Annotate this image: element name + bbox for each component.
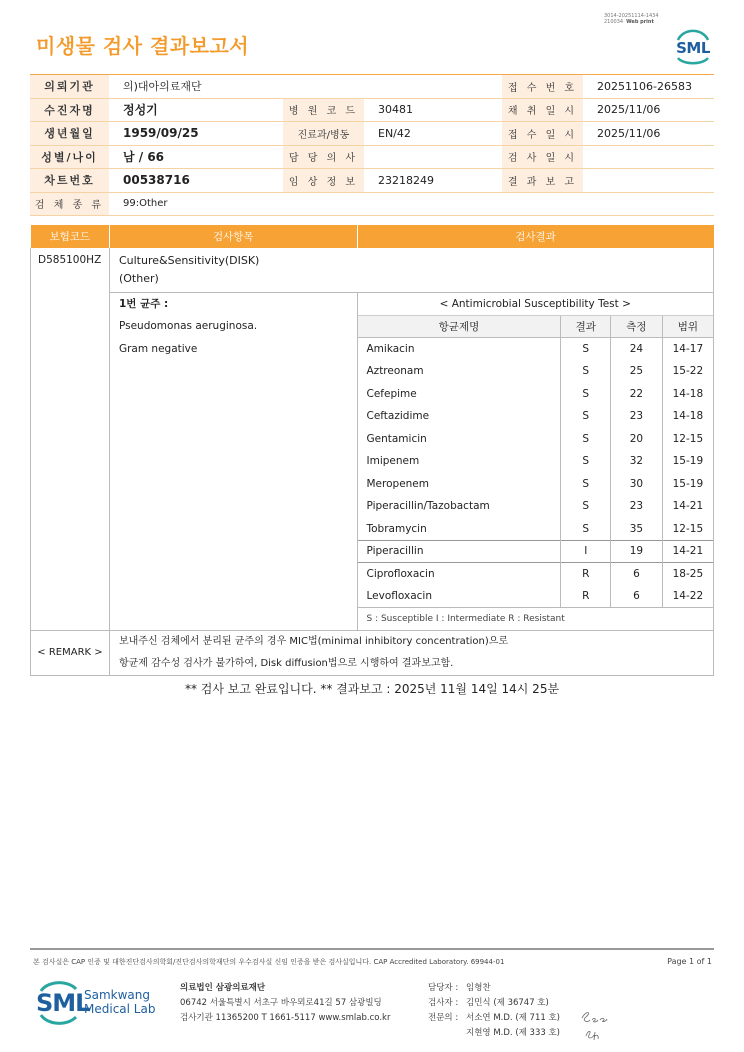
label-specimen-type: 검 체 종 류: [30, 192, 109, 216]
zone-measure: 23: [611, 405, 663, 428]
staff-name: 서소연 M.D. (제 711 호): [466, 1013, 561, 1023]
ast-row: [358, 585, 714, 608]
reference-range: 12-15: [662, 428, 713, 451]
logo-arc-bottom-icon: [672, 57, 714, 65]
reference-range: 18-25: [662, 563, 713, 586]
insurance-code: D585100HZ: [31, 248, 110, 630]
interpretation: I: [561, 540, 611, 563]
label-birth-date: 생년월일: [30, 122, 109, 146]
corporation-info: [180, 981, 390, 1026]
info-row: [30, 122, 714, 146]
samkwang-logo: [36, 981, 156, 1025]
reference-range: 12-15: [662, 518, 713, 541]
info-row: [30, 98, 714, 122]
ast-table: [358, 293, 714, 630]
interpretation: R: [561, 563, 611, 586]
value-collection-date: 2025/11/06: [583, 98, 714, 122]
reference-range: 14-18: [662, 383, 713, 406]
ast-row: [358, 563, 714, 586]
staff-role: 담당자 :: [428, 983, 459, 993]
staff-role: 검사자 :: [428, 998, 459, 1008]
staff-name: 김민식 (제 36747 호): [466, 998, 549, 1008]
test-item-row: [31, 248, 714, 292]
drug-name: Levofloxacin: [366, 590, 432, 602]
header-test-item: 검사항목: [109, 225, 357, 248]
accreditation-note: 본 검사실은 CAP 인증 및 대한진단검사의학회/진단검사의학재단의 우수검사실 신임 인증을 받은 검사실입니다. CAP Accredited Laboratory. 69944-01: [33, 958, 505, 966]
patient-info-table: [30, 74, 714, 216]
corporation-contact: 검사기관 11365200 T 1661-5117 www.smlab.co.kr: [180, 1013, 391, 1023]
corporation-address: 06742 서울특별시 서초구 바우뫼로41길 57 삼광빌딩: [180, 998, 382, 1008]
zone-measure: 20: [611, 428, 663, 451]
results-table: [30, 225, 714, 676]
document-code-line2: 210034: [604, 19, 624, 25]
value-clinical-info: 23218249: [364, 169, 502, 193]
zone-measure: 35: [611, 518, 663, 541]
staff-name: 지현영 M.D. (제 333 호): [466, 1028, 561, 1038]
ast-row: [358, 450, 714, 473]
document-code: [604, 13, 659, 25]
info-row: [30, 145, 714, 169]
zone-measure: 23: [611, 495, 663, 518]
remark-row: [31, 630, 714, 675]
drug-name: Ceftazidime: [366, 410, 430, 423]
test-item-line1: Culture&Sensitivity(DISK): [118, 254, 260, 267]
test-item-name: [109, 248, 713, 292]
label-sex-age: 성별/나이: [30, 145, 109, 169]
zone-measure: 6: [611, 585, 663, 608]
label-chart-number: 차트번호: [30, 169, 109, 193]
info-row: [30, 169, 714, 193]
interpretation: S: [561, 473, 611, 496]
ast-row: [358, 540, 714, 563]
interpretation: S: [561, 495, 611, 518]
ast-row: [358, 428, 714, 451]
web-print-label: Web print: [626, 19, 654, 25]
value-requesting-institution: 의)대아의료재단: [109, 75, 502, 99]
organism-info: [109, 292, 357, 630]
interpretation: S: [561, 450, 611, 473]
interpretation: S: [561, 405, 611, 428]
zone-measure: 19: [611, 540, 663, 563]
remark-line2: 항균제 감수성 검사가 불가하여, Disk diffusion법으로 시행하여 결과보고함.: [118, 657, 454, 669]
logo-name: [84, 988, 155, 1016]
value-chart-number: 00538716: [109, 169, 283, 193]
zone-measure: 30: [611, 473, 663, 496]
staff-row: [428, 996, 560, 1011]
reference-range: 14-21: [662, 540, 713, 563]
logo-name-line2: Medical Lab: [84, 1002, 156, 1016]
page-number: Page 1 of 1: [667, 957, 712, 966]
ast-legend: S : Susceptible I : Intermediate R : Resistant: [358, 608, 714, 630]
reference-range: 14-17: [662, 338, 713, 361]
ast-title: < Antimicrobial Susceptibility Test >: [358, 293, 714, 316]
value-attending-doctor: [364, 145, 502, 169]
organism-name: Pseudomonas aeruginosa.: [118, 320, 258, 332]
drug-name: Tobramycin: [366, 522, 427, 535]
remark-line1: 보내주신 검체에서 분리된 균주의 경우 MIC법(minimal inhibitory concentration)으로: [118, 635, 509, 647]
value-birth-date: 1959/09/25: [109, 122, 283, 146]
label-patient-name: 수진자명: [30, 98, 109, 122]
staff-name: 임형찬: [466, 983, 491, 993]
zone-measure: 25: [611, 360, 663, 383]
value-receipt-date: 2025/11/06: [583, 122, 714, 146]
label-result-report: 결 과 보 고: [502, 169, 583, 193]
ast-row: [358, 360, 714, 383]
page-title: 미생물 검사 결과보고서: [36, 34, 250, 58]
value-result-report: [583, 169, 714, 193]
drug-name: Piperacillin/Tazobactam: [366, 500, 490, 513]
ast-row: [358, 495, 714, 518]
drug-name: Gentamicin: [366, 432, 427, 445]
reference-range: 14-21: [662, 495, 713, 518]
remark-text: [109, 630, 713, 675]
drug-name: Ciprofloxacin: [358, 563, 561, 586]
value-hospital-code: 30481: [364, 98, 502, 122]
reference-range: 14-22: [662, 585, 713, 608]
label-test-date: 검 사 일 시: [502, 145, 583, 169]
header-test-result: 검사결과: [357, 225, 714, 248]
ast-column-header: [358, 315, 714, 338]
interpretation: S: [561, 518, 611, 541]
gram-stain: Gram negative: [118, 342, 198, 355]
label-receipt-date: 접 수 일 시: [502, 122, 583, 146]
handwritten-signature: [578, 1008, 618, 1044]
logo-text: SML: [676, 39, 710, 57]
col-result: 결과: [561, 315, 611, 338]
col-drug: 항균제명: [358, 315, 561, 338]
ast-row: [358, 473, 714, 496]
zone-measure: 6: [611, 563, 663, 586]
label-department-ward: 진료과/병동: [283, 122, 364, 146]
interpretation: S: [561, 338, 611, 361]
staff-role: 전문의 :: [428, 1013, 459, 1023]
staff-row: [428, 1026, 560, 1041]
test-item-line2: (Other): [118, 272, 159, 285]
value-test-date: [583, 145, 714, 169]
drug-name: Piperacillin: [358, 540, 561, 563]
label-clinical-info: 임 상 정 보: [283, 169, 364, 193]
footer-divider: [30, 948, 714, 950]
drug-name: Meropenem: [366, 477, 429, 490]
reference-range: 15-19: [662, 450, 713, 473]
label-collection-date: 채 취 일 시: [502, 98, 583, 122]
drug-name: Aztreonam: [366, 365, 424, 378]
zone-measure: 22: [611, 383, 663, 406]
logo-arc-icon: [672, 27, 714, 41]
label-receipt-number: 접 수 번 호: [502, 75, 583, 99]
value-department-ward: EN/42: [364, 122, 502, 146]
sml-logo: [672, 27, 714, 65]
staff-list: [428, 981, 560, 1041]
reference-range: 14-18: [662, 405, 713, 428]
organism-label: 1번 균주 :: [118, 297, 169, 310]
logo-name-line1: Samkwang: [84, 988, 150, 1002]
value-patient-name: 정성기: [109, 98, 283, 122]
zone-measure: 32: [611, 450, 663, 473]
label-hospital-code: 병 원 코 드: [283, 98, 364, 122]
header-insurance-code: 보험코드: [31, 225, 110, 248]
corporation-name: 의료법인 삼광의료재단: [180, 983, 266, 993]
value-specimen-type: 99:Other: [109, 192, 714, 216]
interpretation: S: [561, 428, 611, 451]
ast-row: [358, 405, 714, 428]
ast-caption-row: [358, 293, 714, 316]
completion-notice: ** 검사 보고 완료입니다. ** 결과보고 : 2025년 11월 14일 14시 25분: [184, 682, 560, 696]
staff-row: [428, 1011, 560, 1026]
ast-legend-row: [358, 608, 714, 630]
value-receipt-number: 20251106-26583: [583, 75, 714, 99]
results-header-row: [31, 225, 714, 248]
ast-row: [358, 338, 714, 361]
logo-sml-text: SML: [36, 989, 90, 1017]
organism-row: [31, 292, 714, 630]
zone-measure: 24: [611, 338, 663, 361]
interpretation: R: [561, 585, 611, 608]
col-measure: 측정: [611, 315, 663, 338]
remark-label: < REMARK >: [31, 630, 110, 675]
reference-range: 15-19: [662, 473, 713, 496]
staff-row: [428, 981, 560, 996]
info-row: [30, 75, 714, 99]
drug-name: Cefepime: [366, 387, 417, 400]
col-range: 범위: [662, 315, 713, 338]
label-requesting-institution: 의뢰기관: [30, 75, 109, 99]
label-attending-doctor: 담 당 의 사: [283, 145, 364, 169]
ast-row: [358, 383, 714, 406]
drug-name: Imipenem: [366, 455, 420, 468]
value-sex-age: 남 / 66: [109, 145, 283, 169]
reference-range: 15-22: [662, 360, 713, 383]
interpretation: S: [561, 383, 611, 406]
interpretation: S: [561, 360, 611, 383]
document-code-line1: 3014-20251114-1434: [604, 13, 659, 19]
ast-row: [358, 518, 714, 541]
ast-section: [357, 292, 714, 630]
info-row: [30, 192, 714, 216]
drug-name: Amikacin: [366, 343, 415, 355]
